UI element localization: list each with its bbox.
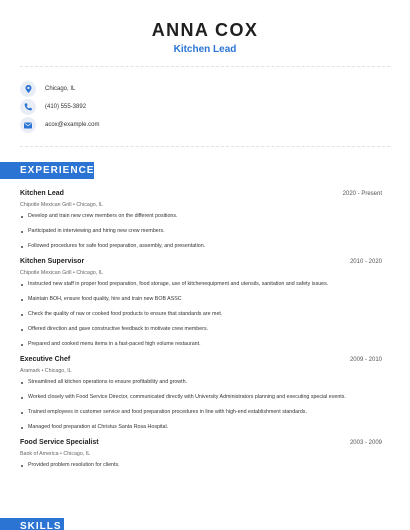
header-divider [20, 66, 390, 67]
job-bullet: Trained employees in customer service and food preparation procedures in line with high-end establishment standards. [20, 409, 382, 416]
job-title: Kitchen Supervisor [20, 258, 85, 265]
envelope-icon [20, 117, 36, 133]
job-dates: 2009 - 2010 [349, 357, 382, 363]
job-bullet: Streamlined all kitchen operations to ensure profitability and growth. [20, 379, 382, 386]
job-company: Chipotle Mexican Grill • Chicago, IL [20, 270, 104, 276]
job-entry [20, 190, 382, 250]
contact-email [20, 116, 390, 134]
job-bullet: Provided problem resolution for clients. [20, 462, 382, 469]
phone-text: (410) 555-3892 [45, 104, 87, 110]
job-bullet: Worked closely with Food Service Director, communicated directly with University Administrators planning and executing special events. [20, 394, 382, 401]
job-entry [20, 439, 382, 469]
job-bullets [20, 462, 382, 469]
contact-divider [20, 146, 390, 147]
job-bullet: Participated in interviewing and hiring new crew members. [20, 228, 382, 235]
phone-icon [20, 99, 36, 115]
job-company: Aramark • Chicago, IL [20, 368, 72, 374]
job-bullets [20, 379, 382, 431]
job-title: Food Service Specialist [20, 439, 99, 446]
section-header-experience: EXPERIENCE [0, 162, 94, 179]
location-pin-icon [20, 81, 36, 97]
job-company: Chipotle Mexican Grill • Chicago, IL [20, 202, 104, 208]
email-text: acox@example.com [45, 122, 100, 128]
job-bullet: Maintain BOH, ensure food quality, hire and train new BOB ASSC [20, 296, 382, 303]
job-bullets [20, 281, 382, 348]
candidate-name: ANNA COX [151, 20, 259, 40]
contact-list [20, 80, 390, 134]
job-dates: 2003 - 2009 [349, 440, 382, 446]
job-bullet: Instructed new staff in proper food preparation, food storage, use of kitchenequipment and utensils, sanitation and safety issues. [20, 281, 382, 288]
job-bullet: Offered direction and gave constructive feedback to motivate crew members. [20, 326, 382, 333]
job-bullet: Followed procedures for safe food preparation, assembly, and presentation. [20, 243, 382, 250]
job-bullet: Managed food preparation at Christus Santa Rosa Hospital. [20, 424, 382, 431]
job-dates: 2010 - 2020 [349, 259, 382, 265]
job-entry [20, 258, 382, 348]
resume-header [0, 0, 410, 56]
job-bullet: Prepared and cooked menu items in a fast-paced high volume restaurant. [20, 341, 382, 348]
job-header [20, 356, 382, 365]
section-header-skills: SKILLS [0, 518, 64, 530]
experience-list [20, 190, 382, 477]
job-header [20, 439, 382, 448]
job-company: Bank of America • Chicago, IL [20, 451, 91, 457]
job-bullet: Develop and train new crew members on the different positions. [20, 213, 382, 220]
job-bullets [20, 213, 382, 250]
candidate-title: Kitchen Lead [173, 44, 237, 55]
job-header [20, 190, 382, 199]
job-header [20, 258, 382, 267]
contact-phone [20, 98, 390, 116]
location-text: Chicago, IL [45, 86, 76, 92]
job-title: Executive Chef [20, 356, 71, 363]
job-bullet: Check the quality of raw or cooked food products to ensure that standards are met. [20, 311, 382, 318]
contact-location [20, 80, 390, 98]
job-dates: 2020 - Present [342, 191, 382, 197]
job-entry [20, 356, 382, 431]
job-title: Kitchen Lead [20, 190, 64, 197]
